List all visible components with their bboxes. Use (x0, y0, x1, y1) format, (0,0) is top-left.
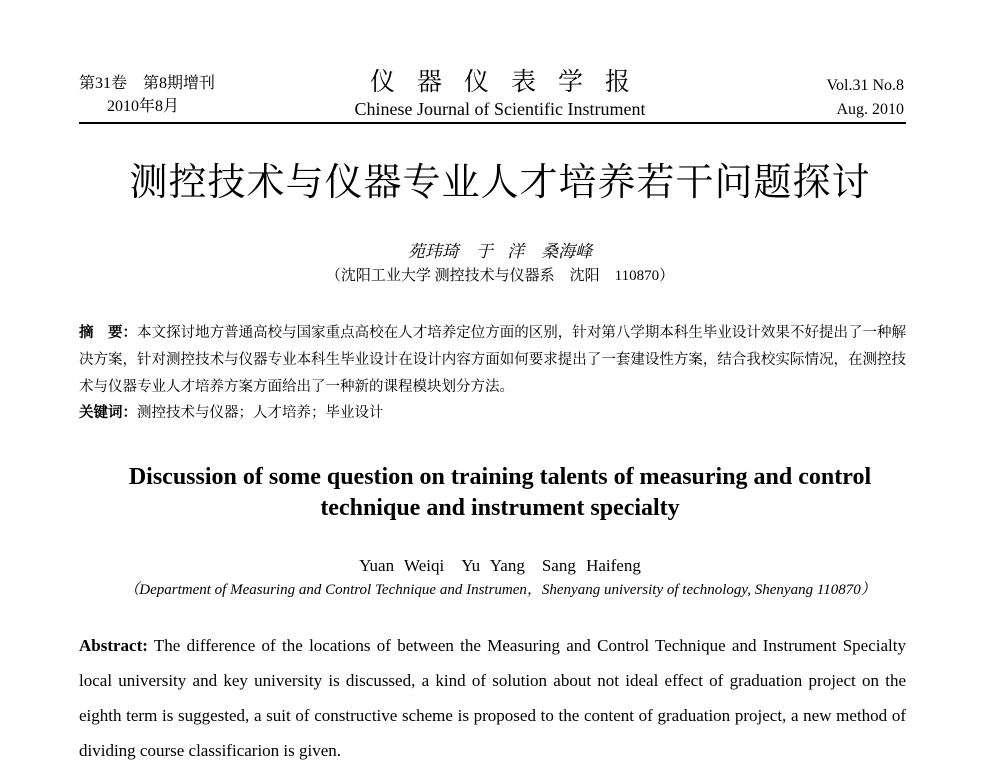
abstract-cn-label: 摘 要： (79, 325, 138, 341)
authors-en: Yuan Weiqi Yu Yang Sang Haifeng (359, 556, 641, 575)
date-cn: 2010年8月 (107, 98, 180, 115)
affiliation-en: （Department of Measuring and Control Technique and Instrumen，Shenyang university of technology, Shenyang 110870） (124, 582, 876, 598)
date-en: Aug. 2010 (836, 101, 904, 118)
abstract-en-text: The difference of the locations of between the Measuring and Control Technique and Instrument Specialty local university and key university is discussed, a kind of solution about not ideal effect of graduation project on the eighth term is suggested, a suit of constructive scheme is proposed to the content of graduation project, a new method of dividing course classificarion is given. (79, 636, 906, 760)
volume-issue-en: Vol.31 No.8 (826, 77, 904, 94)
keywords-cn-text: 测控技术与仪器；人才培养；毕业设计 (137, 405, 384, 421)
journal-name-en: Chinese Journal of Scientific Instrument (354, 99, 646, 119)
header-rule (79, 122, 906, 124)
abstract-en (79, 628, 906, 768)
keywords-cn (79, 402, 384, 424)
paper-title-en-line1: Discussion of some question on training talents of measuring and control (128, 464, 872, 490)
authors-cn: 苑玮琦 于 洋 桑海峰 (407, 242, 593, 261)
journal-name-cn: 仪器仪表学报 (369, 69, 652, 96)
paper-title-cn: 测控技术与仪器专业人才培养若干问题探讨 (129, 160, 871, 204)
keywords-cn-label: 关键词： (79, 405, 137, 421)
abstract-cn (79, 320, 906, 401)
paper-title-en-line2: technique and instrument specialty (320, 495, 680, 521)
abstract-en-label: Abstract: (79, 636, 148, 655)
affiliation-cn: （沈阳工业大学 测控技术与仪器系 沈阳 110870） (325, 268, 675, 284)
abstract-cn-text: 本文探讨地方普通高校与国家重点高校在人才培养定位方面的区别，针对第八学期本科生毕业设计效果不好提出了一种解决方案，针对测控技术与仪器专业本科生毕业设计在设计内容方面如何要求提出了一套建设性方案，结合我校实际情况，在测控技术与仪器专业人才培养方案方面给出了一种新的课程模块划分方法。 (79, 325, 907, 395)
paper-title-en (0, 462, 1000, 524)
volume-issue-cn: 第31卷 第8期增刊 (79, 75, 216, 92)
